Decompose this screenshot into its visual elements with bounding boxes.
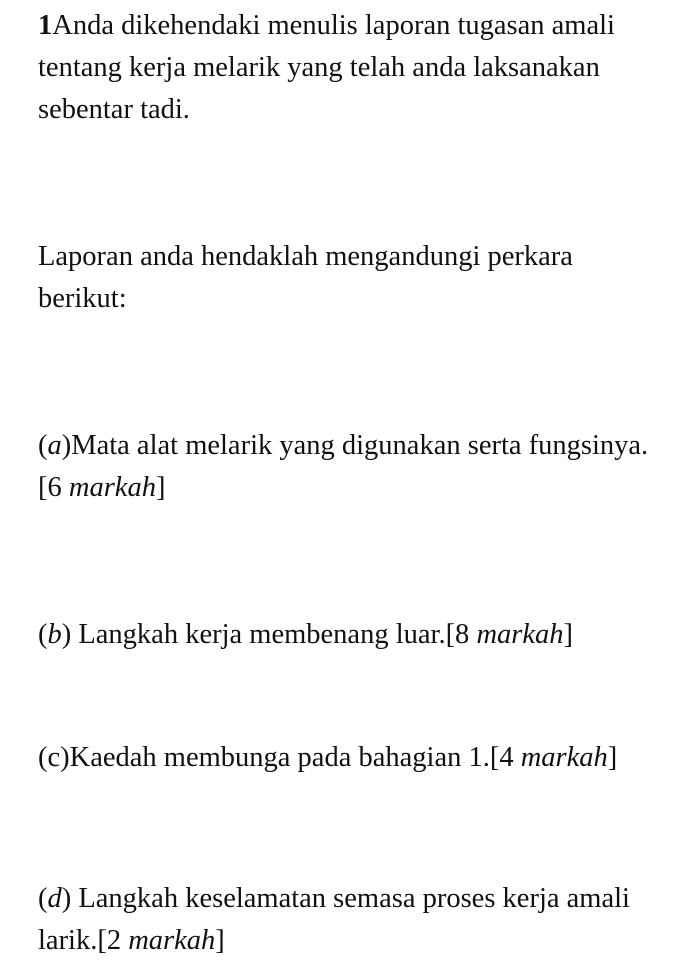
item-a-label: a (47, 430, 62, 461)
question-intro (38, 5, 668, 131)
item-c-marks-close: ] (607, 742, 618, 773)
item-c-marks-word: markah (520, 742, 608, 773)
item-a-label-open: ( (38, 430, 48, 461)
item-b-marks-close: ] (563, 619, 574, 650)
item-a-label-close: ) (61, 430, 72, 461)
item-b-label-close: ) (61, 619, 79, 650)
item-c (38, 737, 668, 779)
item-a (38, 425, 668, 509)
item-a-text: Mata alat melarik yang digunakan serta fungsinya.[6 (38, 430, 649, 503)
item-d-marks-close: ] (215, 925, 225, 956)
item-d-label: d (47, 883, 62, 914)
item-b-text: Langkah kerja membenang luar.[8 (78, 619, 477, 650)
item-d (38, 878, 668, 962)
question-number: 1 (38, 10, 53, 41)
assignment-document (38, 5, 668, 962)
item-b-label-open: ( (38, 619, 48, 650)
item-c-text: Kaedah membunga pada bahagian 1.[4 (69, 742, 521, 773)
item-d-label-open: ( (38, 883, 48, 914)
item-b-marks-word: markah (476, 619, 564, 650)
item-a-marks-word: markah (68, 472, 156, 503)
item-b (38, 614, 668, 656)
question-intro-text: Anda dikehendaki menulis laporan tugasan amali tentang kerja melarik yang telah anda laksanakan sebentar tadi. (38, 10, 615, 125)
question-lead: Laporan anda hendaklah mengandungi perkara berikut: (38, 241, 573, 314)
item-b-label: b (47, 619, 62, 650)
item-c-label: (c) (38, 742, 70, 773)
item-d-text: Langkah keselamatan semasa proses kerja amali larik.[2 (38, 883, 630, 956)
item-d-marks-word: markah (128, 925, 216, 956)
item-d-label-close: ) (61, 883, 79, 914)
item-a-marks-close: ] (155, 472, 166, 503)
